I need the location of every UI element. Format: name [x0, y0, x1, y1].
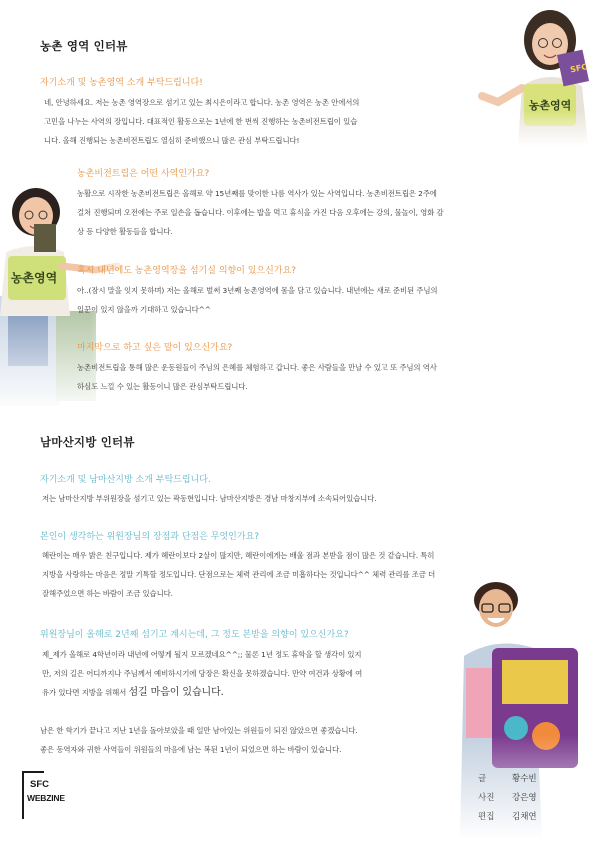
interviewee-photo-1: [478, 6, 595, 146]
s2-answer-3: 제_제가 올해로 4학년이라 내년에 어떻게 될지 모르겠네요^^;; 물론 1년 정도 휴학을 할 생각이 있지 만, 저의 길은 어디까지나 주님께서 예비하시기에 당장은 확신을 못하겠습니다. 만약 여건과 상황에 여 유가 있다면 지방을 위해서 섬길 마음이 있습니다.: [42, 650, 363, 698]
section1-title: 농촌 영역 인터뷰: [40, 39, 128, 53]
credits: [478, 770, 537, 827]
credit-editor: 편집 김채연: [478, 812, 537, 822]
s1-answer-1: 네, 안녕하세요. 저는 농촌 영역장으로 섬기고 있는 최시은이라고 합니다. 농촌 영역은 농촌 안에서의 고민을 나누는 사역의 장입니다. 대표적인 활동으로는 1년에 한 번씩 진행하는 농촌비전트립이 있습 니다. 올해 진행되는 농촌비전트립도 열심히 준비했으니 많은 관심 부탁드립니다!: [44, 98, 360, 145]
s2-question-3: 위원장님이 올해로 2년째 섬기고 계시는데, 그 정도 본받을 의향이 있으신가요?: [40, 630, 349, 640]
sfc-webzine-logo: SFC WEBZINE: [22, 771, 72, 821]
s1-question-4: 마지막으로 하고 싶은 말이 있으신가요?: [77, 343, 233, 353]
s2-answer-1: 저는 남마산지방 부위원장을 섬기고 있는 곽동현입니다. 남마산지방은 경남 마창지부에 소속되어있습니다.: [42, 494, 377, 503]
s1-question-2: 농촌비전트립은 어떤 사역인가요?: [77, 169, 210, 179]
s1-question-3: 혹시 내년에도 농촌영역장을 섬기실 의향이 있으신가요?: [77, 266, 297, 276]
s2-closing: 남은 한 학기가 끝나고 지난 1년을 돌아보았을 때 일만 남아있는 위원들이 되진 않았으면 좋겠습니다. 좋은 동역자와 귀한 사역들이 위원들의 마음에 남는 복된 1년이 되었으면 하는 바람이 있습니다.: [40, 726, 358, 754]
s1-answer-4: 농촌비전트립을 통해 많은 운동원들이 주님의 은혜를 체험하고 갑니다. 좋은 사람들을 만날 수 있고 또 주님의 역사 하심도 느낄 수 있는 활동이니 많은 관심부탁드립니다.: [77, 363, 437, 391]
credit-writer: 글 황수빈: [478, 774, 537, 784]
s2-question-1: 자기소개 및 남마산지방 소개 부탁드립니다.: [40, 475, 211, 485]
credit-photo: 사진 강은영: [478, 793, 537, 803]
s1-answer-2: 농활으로 시작한 농촌비전트립은 올해로 약 15년째를 맞이한 나름 역사가 있는 사역입니다. 농촌비전트립은 2주에 걸쳐 진행되며 오전에는 주로 일손을 돕습니다. 이후에는 밥을 먹고 휴식을 가진 다음 오후에는 강의, 물놀이, 영화 감 상 등 다양한 활동들을 합니다.: [77, 189, 444, 236]
section2-title: 남마산지방 인터뷰: [40, 435, 135, 449]
s2-answer-2: 혜란이는 매우 밝은 친구입니다. 제가 혜란이보다 2살이 많지만, 혜란이에게는 배울 점과 본받을 점이 많은 것 같습니다. 특히 지방을 사랑하는 마음은 정말 기특할 정도입니다. 단점으로는 체력 관리에 조금 미흡하다는 것입니다^^ 체력 관리를 조금 더 잘해주었으면 하는 바람이 조금 있습니다.: [42, 551, 436, 598]
s1-question-1: 자기소개 및 농촌영역 소개 부탁드립니다!: [40, 78, 203, 88]
s2-question-2: 본인이 생각하는 위원장님의 장점과 단점은 무엇인가요?: [40, 532, 260, 542]
s1-answer-3: 아..(잠시 말을 잇지 못하며) 저는 올해로 벌써 3년째 농촌영역에 몸을 담고 있습니다. 내년에는 새로 준비된 주님의 일꾼이 있지 않을까 기대하고 있습니다^^: [77, 286, 438, 314]
